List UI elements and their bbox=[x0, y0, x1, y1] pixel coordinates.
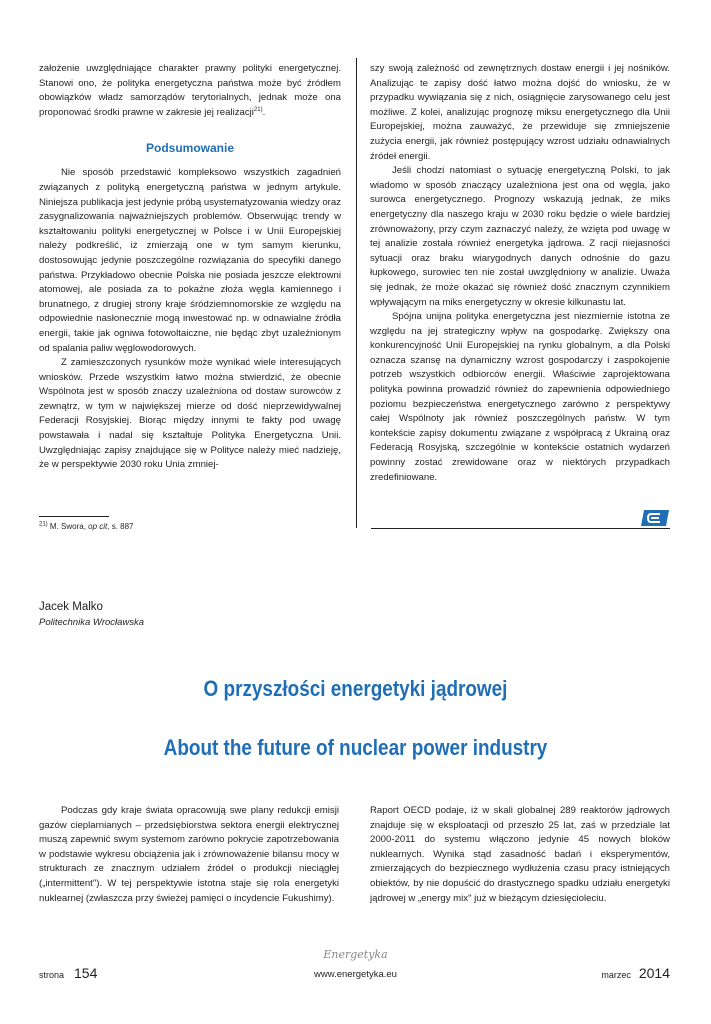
footer-issue bbox=[560, 966, 670, 982]
bottom-right-column bbox=[370, 804, 670, 906]
top-right-paragraph-3: Spójna unijna polityka energetyczna jest niezmiernie istotna ze względu na jej strategiczny wpływ na gospodarkę. Zwiększy ona konkurencyjność Unii Europejskiej na rynku globalnym, a dla Polski oznacza szansę na dynamiczny wzrost gospodarczy i zaspokojenie potrzeb wszystkich odbiorców energii. Właściwie zaprojektowana polityka powinna prowadzić również do zapewnienia odpowiedniego poziomu bezpieczeństwa energetycznego zarówno z perspektywy całej Wspólnoty jak również poszczególnych państw. W tym kontekście zapisy dokumentu związane z współpracą z Ukrainą oraz Federacją Rosyjską, szczególnie w kontekście ostatnich wydarzeń powinny zostać zrewidowane oraz w niektórych przypadkach zredefiniowane. bbox=[370, 311, 670, 483]
top-right-column bbox=[370, 62, 670, 485]
article-end-rule bbox=[371, 528, 670, 529]
page-label: strona bbox=[39, 970, 65, 980]
article-end-icon bbox=[640, 509, 670, 527]
footnote-rule bbox=[39, 516, 109, 517]
top-left-column bbox=[39, 62, 341, 473]
top-left-paragraph-1: założenie uwzględniające charakter prawny polityki energetycznej. Stanowi ono, że polityka energetyczna państwa może być źródłem obowiązków władz samorządów terytorialnych, jednak może ona proponować środki prawne w zakresie jej realizacji$^{21)}$. bbox=[39, 63, 341, 118]
page-number: 154 bbox=[74, 965, 98, 981]
footnote-marker: 21) bbox=[253, 106, 263, 113]
article-affiliation: Politechnika Wrocławska bbox=[39, 617, 145, 628]
magazine-logo: Energetyka bbox=[323, 948, 388, 961]
issue-month: marzec bbox=[601, 970, 631, 980]
column-divider bbox=[356, 58, 357, 528]
top-left-paragraph-2: Nie sposób przedstawić kompleksowo wszystkich zagadnień związanych z polityką energetyczną państwa w jednym artykule. Niniejsza publikacja jest jedynie próbą usystematyzowania wiedzy oraz zasygnalizowania najważniejszych problemów. Obserwując trendy w kształtowaniu polityki energetycznej w Polsce i w Unii Europejskiej należy podkreślić, iż zmierzają one w tym samym kierunku, dostosowując jedynie poszczególne rozwiązania do specyfiki danego państwa. Przykładowo obecnie Polska nie posiada jeszcze elektrowni atomowej, ale posiada za to pokaźne złoża węgla kamiennego i brunatnego, z drugiej strony kraje śródziemnomorskie ze względu na odpowiednie nasłonecznie mogą inwestować np. w odnawialne źródła energii, takie jak ogniwa fotowoltaiczne, nie będąc zbyt uzależnionym od spalania paliw węglowodorowych. bbox=[39, 167, 341, 354]
article-author: Jacek Malko bbox=[39, 601, 103, 613]
footnote: $^{21)}$ M. Swora, op cit, s. 887 bbox=[39, 521, 134, 531]
top-left-paragraph-3: Z zamieszczonych rysunków może wynikać wiele interesujących wniosków. Przede wszystkim łatwo można stwierdzić, że obecnie Wspólnota jest w sposób znaczy uzależniona od dostaw surowców z zewnątrz, w tym w największej mierze od dość nieprzewidywalnej Federacji Rosyjskiej. Biorąc między innymi te fakty pod uwagę powstawała i nadal się kształtuje Polityka Energetyczna Unii. Uwzględniając zapisy znajdujące się w Polityce należy mieć nadzieję, że w perspektywie 2030 roku Unia zmniej- bbox=[39, 357, 341, 471]
top-right-paragraph-2: Jeśli chodzi natomiast o sytuację energetyczną Polski, to jak wiadomo w sposób znaczący uzależniona jest ona od węgla, jako surowca energetycznego. Prognozy wskazują jednak, że miks energetyczny dla naszego kraju w 2030 roku będzie o wiele bardziej zrównoważony, przy czym zaznaczyć należy, że wzięta pod uwagę w tej analizie została również energetyka jądrowa. Z racji niejasności sytuacji oraz braku wiarygodnych danych odnośnie do gazu łupkowego, surowiec ten nie został uwzględniony w analizie. Uważa się jednak, że może okazać się również dość znacznym czynnikiem wpływającym na miks energetyczny w okresie kilkunastu lat. bbox=[370, 165, 670, 308]
section-heading-summary: Podsumowanie bbox=[145, 141, 234, 156]
bottom-left-paragraph: Podczas gdy kraje świata opracowują swe plany redukcji emisji gazów cieplarnianych – przedsiębiorstwa sektora energii elektrycznej muszą zapewnić swym systemom zarówno pokrycie zapotrzebowania w podstawie wykresu obciążenia jak i zrównoważenie bilansu mocy w strukturach ze znacznym udziałem źródeł o produkcji nieciągłej („intermittent"). W tej perspektywie istotna staje się rola energetyki nuklearnej (zwłaszcza przy świeżej pamięci o incydencie Fukushimy). bbox=[39, 805, 339, 904]
bottom-right-paragraph: Raport OECD podaje, iż w skali globalnej 289 reaktorów jądrowych znajduje się w eksploatacji od przeszło 25 lat, zaś w przedziale lat 2000-2011 do systemu włączono jedynie 45 nowych bloków nuklearnych. Wynika stąd zasadność badań i eksperymentów, zmierzających do bezpiecznego wydłużenia czasu pracy istniejących obiektów, by nie dopuścić do drastycznego spadku udziału energetyki jądrowej w „energy mix" już w bieżącym dziesięcioleciu. bbox=[370, 805, 670, 904]
bottom-left-column bbox=[39, 804, 339, 906]
top-right-paragraph-1: szy swoją zależność od zewnętrznych dostaw energii i jej nośników. Analizując te zapisy dość łatwo można dojść do wniosku, że w przypadku wywiązania się z nich, osiągnięcie zarysowanego celu jest możliwe. Z kolei, analizując prognozę miksu energetycznego dla Unii Europejskiej, można zauważyć, że przewiduje się zmniejszenie zużycia energii, jak również postępujący wzrost udziału odnawialnych źródeł energii. bbox=[370, 63, 670, 162]
footer-website[interactable]: www.energetyka.eu bbox=[314, 969, 397, 980]
article-title-english: About the future of nuclear power industry bbox=[163, 735, 548, 760]
issue-year: 2014 bbox=[638, 965, 670, 981]
article-title-polish: O przyszłości energetyki jądrowej bbox=[203, 676, 508, 701]
